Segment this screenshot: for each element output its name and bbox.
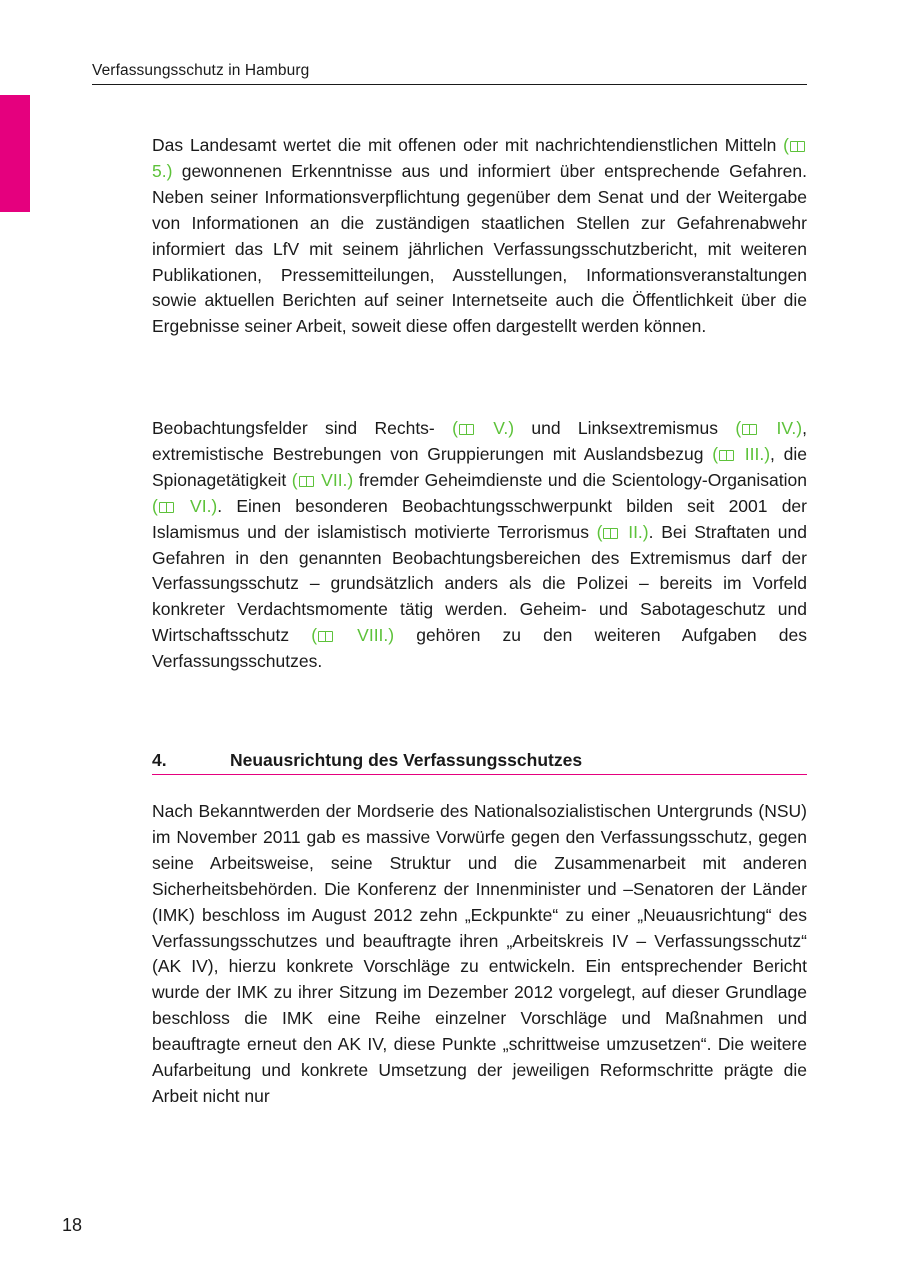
book-icon [299,476,314,487]
cross-reference-link[interactable]: ( VI.) [152,495,218,516]
book-icon [790,141,805,152]
cross-reference-link[interactable]: ( 5.) [152,135,807,181]
cross-reference-link[interactable]: ( VII.) [291,469,354,490]
paragraph-tasks-information: Das Landesamt wertet die mit offenen oder mit nachrichtendienstlichen Mitteln ( 5.) gewonnenen Erkenntnisse aus und informiert über entsprechende Gefahren. Neben seiner Informationsverpflichtung gegenüber dem Senat und der Weitergabe von Informationen an die zuständigen staatlichen Stellen zur Gefahrenabwehr informiert das LfV mit seinem jährlichen Verfassungsschutzbericht, mit weiteren Publikationen, Pressemitteilungen, Ausstellungen, Informationsveranstaltungen sowie aktuellen Berichten auf seiner Internetseite auch die Öffentlichkeit über die Ergebnisse seiner Arbeit, soweit diese offen dargestellt werden können. [152,135,807,337]
book-icon [603,528,618,539]
cross-reference-link[interactable]: ( VIII.) [311,625,395,646]
book-icon [719,450,734,461]
book-icon [159,502,174,513]
cross-reference-link[interactable]: ( III.) [712,443,771,464]
cross-reference-link[interactable]: ( V.) [452,418,515,438]
paragraph-nsu-reform: Nach Bekanntwerden der Mordserie des Nationalsozialistischen Untergrunds (NSU) im November 2011 gab es massive Vorwürfe gegen den Verfassungsschutz, gegen seine Arbeitsweise, seine Struktur und die Zusammenarbeit mit anderen Sicherheitsbehörden. Die Konferenz der Innenminister und –Senatoren der Länder (IMK) beschloss im August 2012 zehn „Eckpunkte“ zu einer „Neuausrichtung“ des Verfassungsschutzes und beauftragte ihren „Arbeitskreis IV – Verfassungsschutz“ (AK IV), hierzu konkrete Vorschläge zu entwickeln. Ein entsprechender Bericht wurde der IMK zu ihrer Sitzung im Dezember 2012 vorgelegt, auf dieser Grundlage beschloss die IMK eine Reihe einzelner Vorschläge und Maßnahmen und beauftragte erneut den AK IV, diese Punkte „schrittweise umzusetzen“. Die weitere Aufarbeitung und konkrete Umsetzung der jeweiligen Reformschritte prägte die Arbeit nicht nur [152,801,807,1106]
book-icon [742,424,757,435]
section-number: 4. [152,750,167,770]
book-icon [318,631,333,642]
cross-reference-link[interactable]: ( II.) [596,521,649,542]
page-number: 18 [62,1215,83,1235]
running-header: Verfassungsschutz in Hamburg [92,62,807,85]
section-title: Neuausrichtung des Verfassungsschutzes [230,750,583,770]
chapter-marker-tab [0,95,30,212]
book-icon [459,424,474,435]
paragraph-observation-fields: Beobachtungsfelder sind Rechts- ( V.) und Linksextremismus ( IV.), extremistische Bestrebungen von Gruppierungen mit Auslandsbezug ( III.), die Spionagetätigkeit ( VII.) fremder Geheimdienste und die Scientology-Organisation ( VI.). Einen besonderen Beobachtungsschwerpunkt bilden seit 2001 der Islamismus und der islamistisch motivierte Terrorismus ( II.). Bei Straftaten und Gefahren in den genannten Beobachtungsbereichen des Extremismus darf der Verfassungsschutz – grundsätzlich anders als die Polizei – bereits im Vorfeld konkreter Verdachtsmomente tätig werden. Geheim- und Sabotageschutz und Wirtschaftsschutz ( VIII.) gehören zu den weiteren Aufgaben des Verfassungsschutzes. [152,418,807,672]
section-heading [152,750,807,775]
cross-reference-link[interactable]: ( IV.) [735,418,803,438]
